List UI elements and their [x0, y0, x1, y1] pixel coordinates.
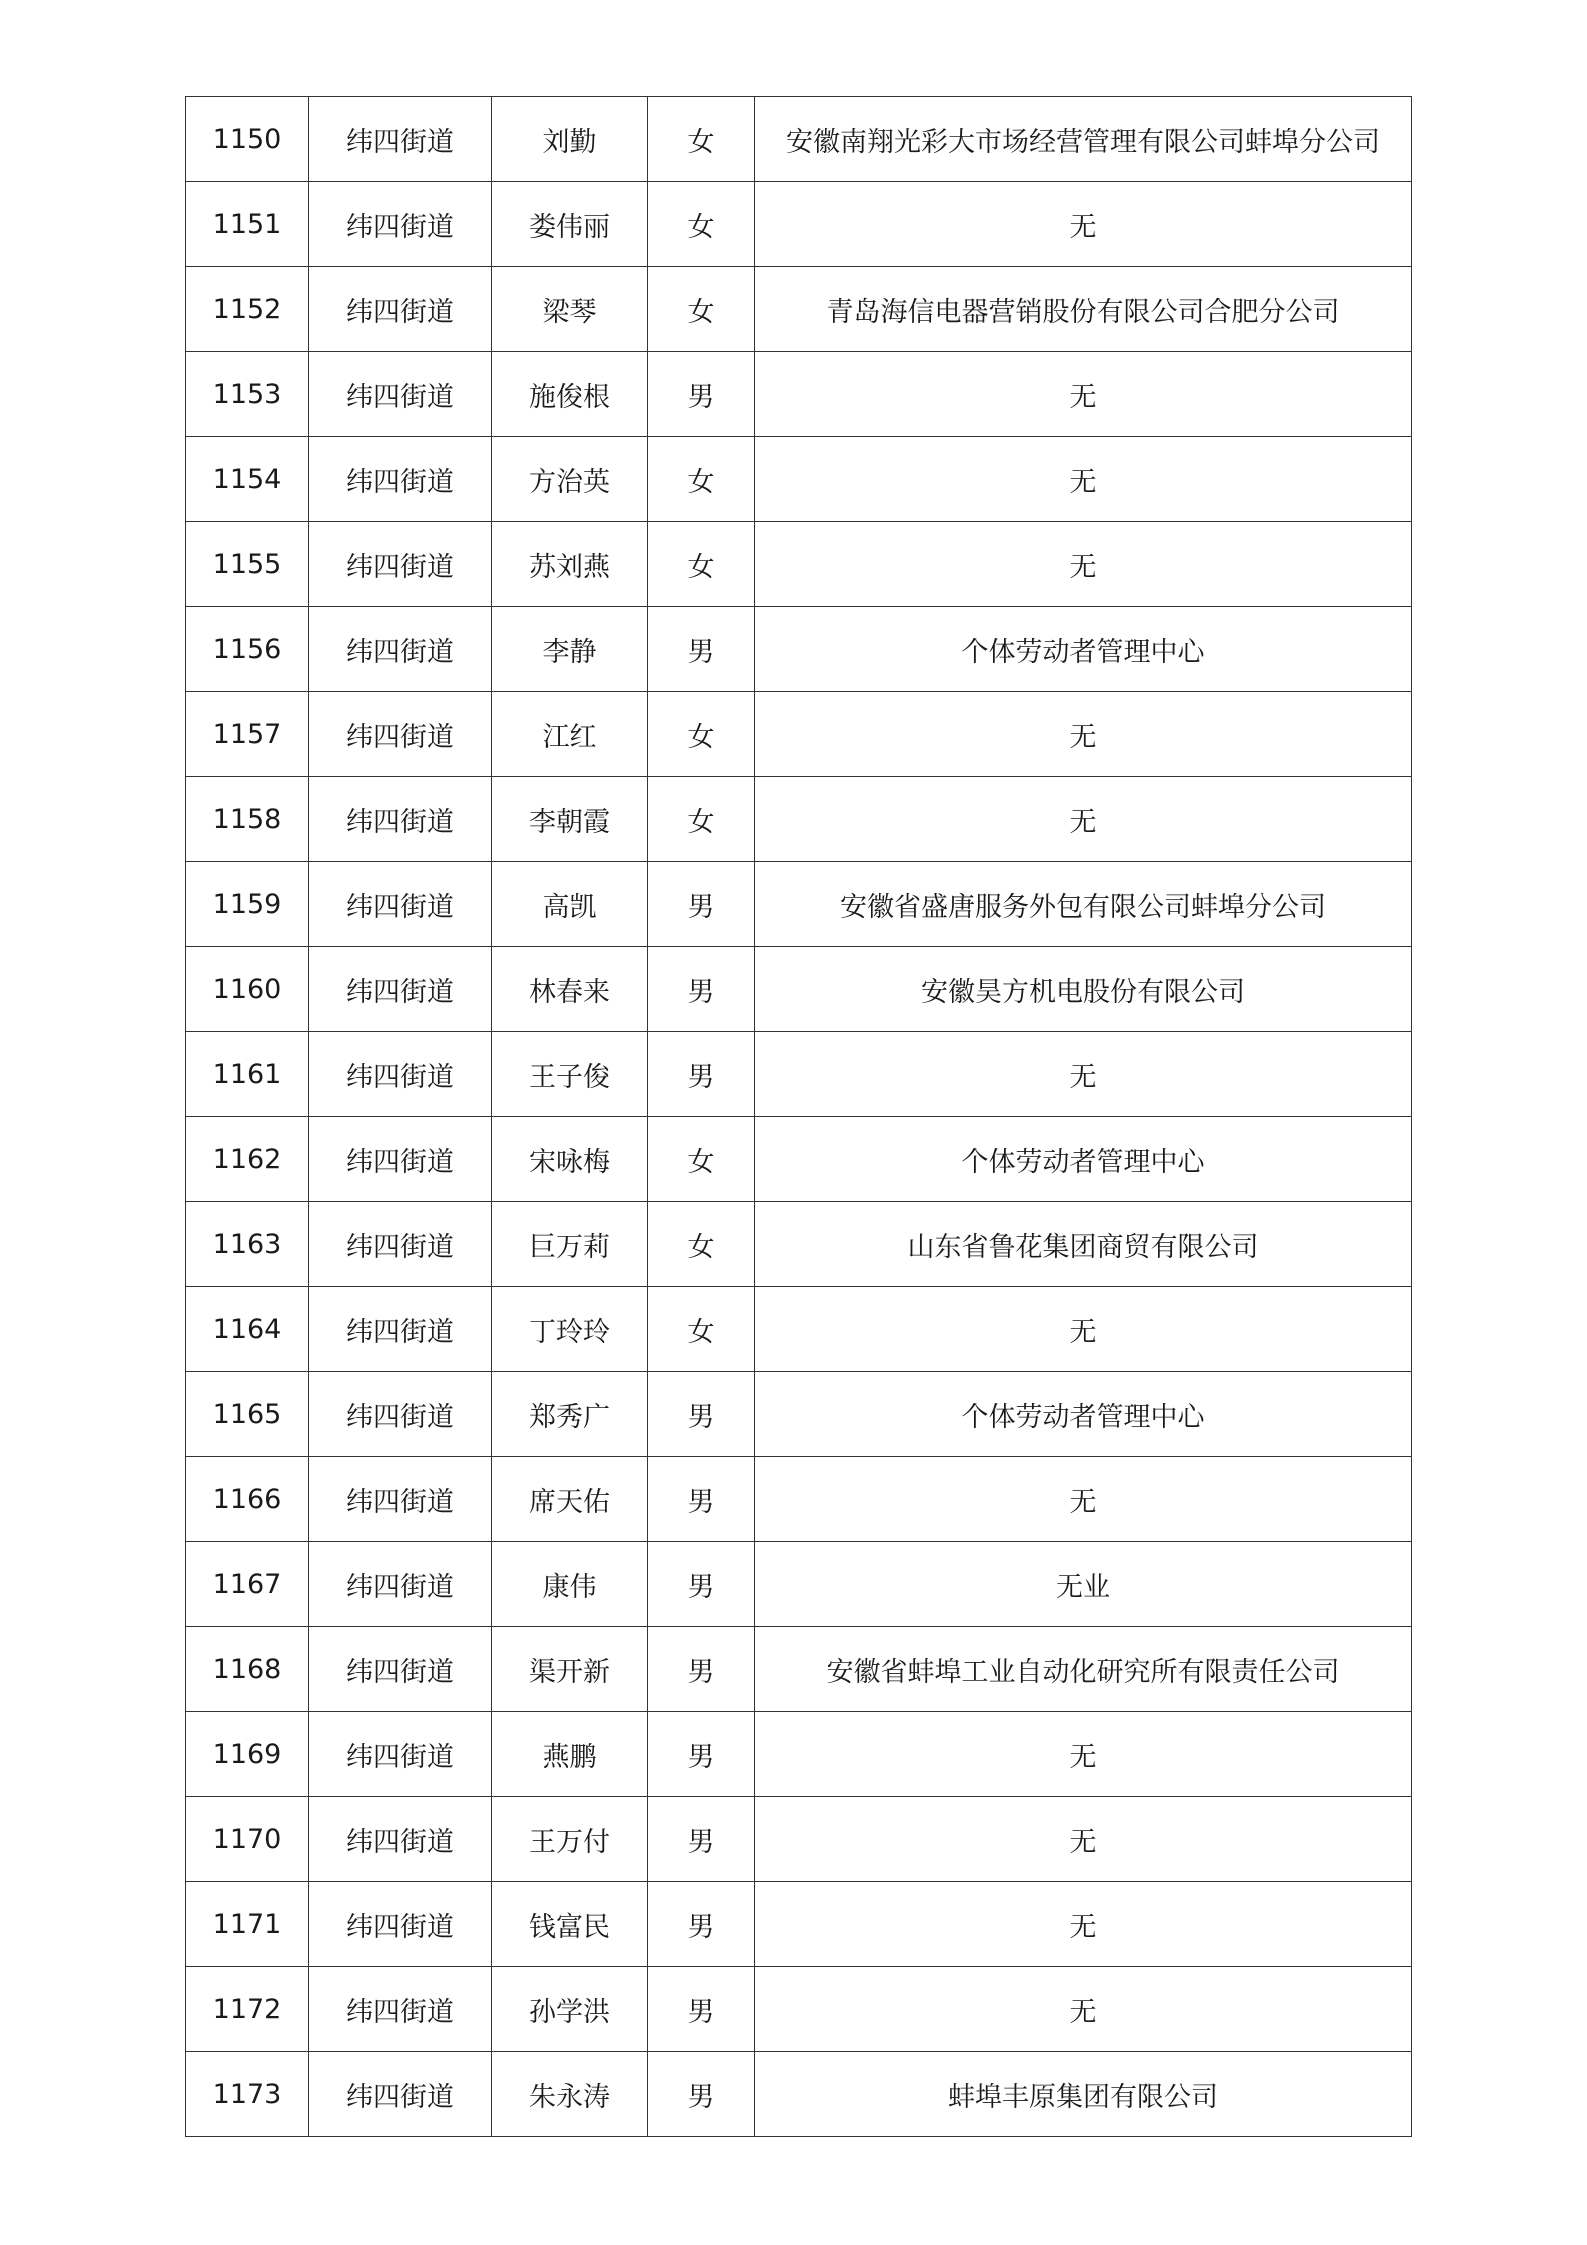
table-row [186, 1202, 1412, 1287]
table-row [186, 1712, 1412, 1797]
cell-gender: 男 [648, 1797, 755, 1882]
cell-street: 纬四街道 [309, 607, 492, 692]
cell-name: 王万付 [492, 1797, 648, 1882]
cell-name: 宋咏梅 [492, 1117, 648, 1202]
cell-organization: 安徽省盛唐服务外包有限公司蚌埠分公司 [755, 862, 1412, 947]
cell-organization: 个体劳动者管理中心 [755, 1372, 1412, 1457]
cell-name: 席天佑 [492, 1457, 648, 1542]
cell-organization: 无 [755, 777, 1412, 862]
cell-number: 1156 [186, 607, 309, 692]
cell-number: 1170 [186, 1797, 309, 1882]
table-row [186, 607, 1412, 692]
cell-gender: 男 [648, 1882, 755, 1967]
table-row [186, 1967, 1412, 2052]
table-row [186, 97, 1412, 182]
cell-organization: 无业 [755, 1542, 1412, 1627]
cell-number: 1160 [186, 947, 309, 1032]
cell-gender: 女 [648, 777, 755, 862]
cell-number: 1166 [186, 1457, 309, 1542]
table-row [186, 2052, 1412, 2137]
cell-number: 1152 [186, 267, 309, 352]
cell-organization: 蚌埠丰原集团有限公司 [755, 2052, 1412, 2137]
cell-name: 钱富民 [492, 1882, 648, 1967]
cell-gender: 男 [648, 1032, 755, 1117]
cell-gender: 女 [648, 97, 755, 182]
cell-gender: 女 [648, 182, 755, 267]
cell-name: 王子俊 [492, 1032, 648, 1117]
table-row [186, 1372, 1412, 1457]
cell-name: 娄伟丽 [492, 182, 648, 267]
cell-organization: 无 [755, 692, 1412, 777]
cell-street: 纬四街道 [309, 1882, 492, 1967]
table-row [186, 1882, 1412, 1967]
cell-organization: 无 [755, 182, 1412, 267]
cell-organization: 青岛海信电器营销股份有限公司合肥分公司 [755, 267, 1412, 352]
cell-name: 苏刘燕 [492, 522, 648, 607]
cell-number: 1173 [186, 2052, 309, 2137]
cell-street: 纬四街道 [309, 522, 492, 607]
cell-organization: 个体劳动者管理中心 [755, 607, 1412, 692]
cell-street: 纬四街道 [309, 1032, 492, 1117]
cell-gender: 女 [648, 522, 755, 607]
cell-number: 1169 [186, 1712, 309, 1797]
cell-name: 郑秀广 [492, 1372, 648, 1457]
cell-street: 纬四街道 [309, 1457, 492, 1542]
cell-name: 李静 [492, 607, 648, 692]
table-row [186, 437, 1412, 522]
cell-number: 1151 [186, 182, 309, 267]
cell-gender: 女 [648, 267, 755, 352]
table-row [186, 1032, 1412, 1117]
cell-number: 1171 [186, 1882, 309, 1967]
cell-organization: 无 [755, 1882, 1412, 1967]
roster-table-body [186, 97, 1412, 2137]
cell-number: 1163 [186, 1202, 309, 1287]
cell-number: 1165 [186, 1372, 309, 1457]
table-row [186, 1627, 1412, 1712]
cell-street: 纬四街道 [309, 182, 492, 267]
cell-street: 纬四街道 [309, 1797, 492, 1882]
cell-gender: 男 [648, 1372, 755, 1457]
cell-gender: 男 [648, 2052, 755, 2137]
cell-gender: 女 [648, 437, 755, 522]
cell-street: 纬四街道 [309, 437, 492, 522]
cell-gender: 女 [648, 1117, 755, 1202]
cell-number: 1155 [186, 522, 309, 607]
table-row [186, 1117, 1412, 1202]
cell-organization: 安徽省蚌埠工业自动化研究所有限责任公司 [755, 1627, 1412, 1712]
cell-gender: 男 [648, 1967, 755, 2052]
cell-number: 1157 [186, 692, 309, 777]
cell-street: 纬四街道 [309, 1542, 492, 1627]
cell-organization: 无 [755, 1797, 1412, 1882]
cell-name: 渠开新 [492, 1627, 648, 1712]
table-row [186, 1457, 1412, 1542]
cell-number: 1161 [186, 1032, 309, 1117]
cell-organization: 安徽南翔光彩大市场经营管理有限公司蚌埠分公司 [755, 97, 1412, 182]
cell-organization: 无 [755, 1032, 1412, 1117]
cell-organization: 无 [755, 522, 1412, 607]
cell-name: 丁玲玲 [492, 1287, 648, 1372]
cell-gender: 男 [648, 1542, 755, 1627]
cell-street: 纬四街道 [309, 1117, 492, 1202]
cell-name: 施俊根 [492, 352, 648, 437]
table-row [186, 522, 1412, 607]
cell-number: 1168 [186, 1627, 309, 1712]
cell-gender: 男 [648, 947, 755, 1032]
roster-table [185, 96, 1412, 2137]
cell-organization: 个体劳动者管理中心 [755, 1117, 1412, 1202]
cell-number: 1153 [186, 352, 309, 437]
cell-name: 林春来 [492, 947, 648, 1032]
cell-gender: 女 [648, 692, 755, 777]
cell-street: 纬四街道 [309, 692, 492, 777]
cell-gender: 男 [648, 352, 755, 437]
cell-organization: 山东省鲁花集团商贸有限公司 [755, 1202, 1412, 1287]
cell-gender: 男 [648, 607, 755, 692]
cell-gender: 男 [648, 1457, 755, 1542]
cell-name: 方治英 [492, 437, 648, 522]
cell-number: 1164 [186, 1287, 309, 1372]
cell-number: 1154 [186, 437, 309, 522]
cell-number: 1172 [186, 1967, 309, 2052]
cell-number: 1159 [186, 862, 309, 947]
cell-number: 1162 [186, 1117, 309, 1202]
cell-number: 1158 [186, 777, 309, 862]
table-row [186, 862, 1412, 947]
cell-street: 纬四街道 [309, 267, 492, 352]
cell-street: 纬四街道 [309, 1712, 492, 1797]
cell-organization: 无 [755, 1967, 1412, 2052]
cell-gender: 女 [648, 1202, 755, 1287]
table-row [186, 1797, 1412, 1882]
cell-number: 1167 [186, 1542, 309, 1627]
table-row [186, 947, 1412, 1032]
cell-gender: 男 [648, 1712, 755, 1797]
cell-street: 纬四街道 [309, 1287, 492, 1372]
cell-organization: 无 [755, 352, 1412, 437]
cell-gender: 男 [648, 1627, 755, 1712]
cell-name: 孙学洪 [492, 1967, 648, 2052]
cell-organization: 无 [755, 1712, 1412, 1797]
cell-street: 纬四街道 [309, 1967, 492, 2052]
cell-name: 刘勤 [492, 97, 648, 182]
table-row [186, 1542, 1412, 1627]
cell-street: 纬四街道 [309, 777, 492, 862]
cell-name: 梁琴 [492, 267, 648, 352]
table-row [186, 267, 1412, 352]
cell-street: 纬四街道 [309, 862, 492, 947]
table-row [186, 777, 1412, 862]
cell-name: 康伟 [492, 1542, 648, 1627]
cell-gender: 女 [648, 1287, 755, 1372]
cell-name: 高凯 [492, 862, 648, 947]
cell-name: 巨万莉 [492, 1202, 648, 1287]
cell-street: 纬四街道 [309, 947, 492, 1032]
cell-name: 燕鹏 [492, 1712, 648, 1797]
cell-organization: 无 [755, 1287, 1412, 1372]
table-row [186, 692, 1412, 777]
cell-gender: 男 [648, 862, 755, 947]
table-row [186, 1287, 1412, 1372]
cell-organization: 无 [755, 437, 1412, 522]
cell-street: 纬四街道 [309, 352, 492, 437]
cell-street: 纬四街道 [309, 1627, 492, 1712]
cell-street: 纬四街道 [309, 1372, 492, 1457]
cell-street: 纬四街道 [309, 97, 492, 182]
table-row [186, 352, 1412, 437]
cell-name: 朱永涛 [492, 2052, 648, 2137]
cell-organization: 安徽昊方机电股份有限公司 [755, 947, 1412, 1032]
cell-organization: 无 [755, 1457, 1412, 1542]
cell-name: 李朝霞 [492, 777, 648, 862]
table-row [186, 182, 1412, 267]
cell-number: 1150 [186, 97, 309, 182]
cell-street: 纬四街道 [309, 1202, 492, 1287]
cell-name: 江红 [492, 692, 648, 777]
cell-street: 纬四街道 [309, 2052, 492, 2137]
